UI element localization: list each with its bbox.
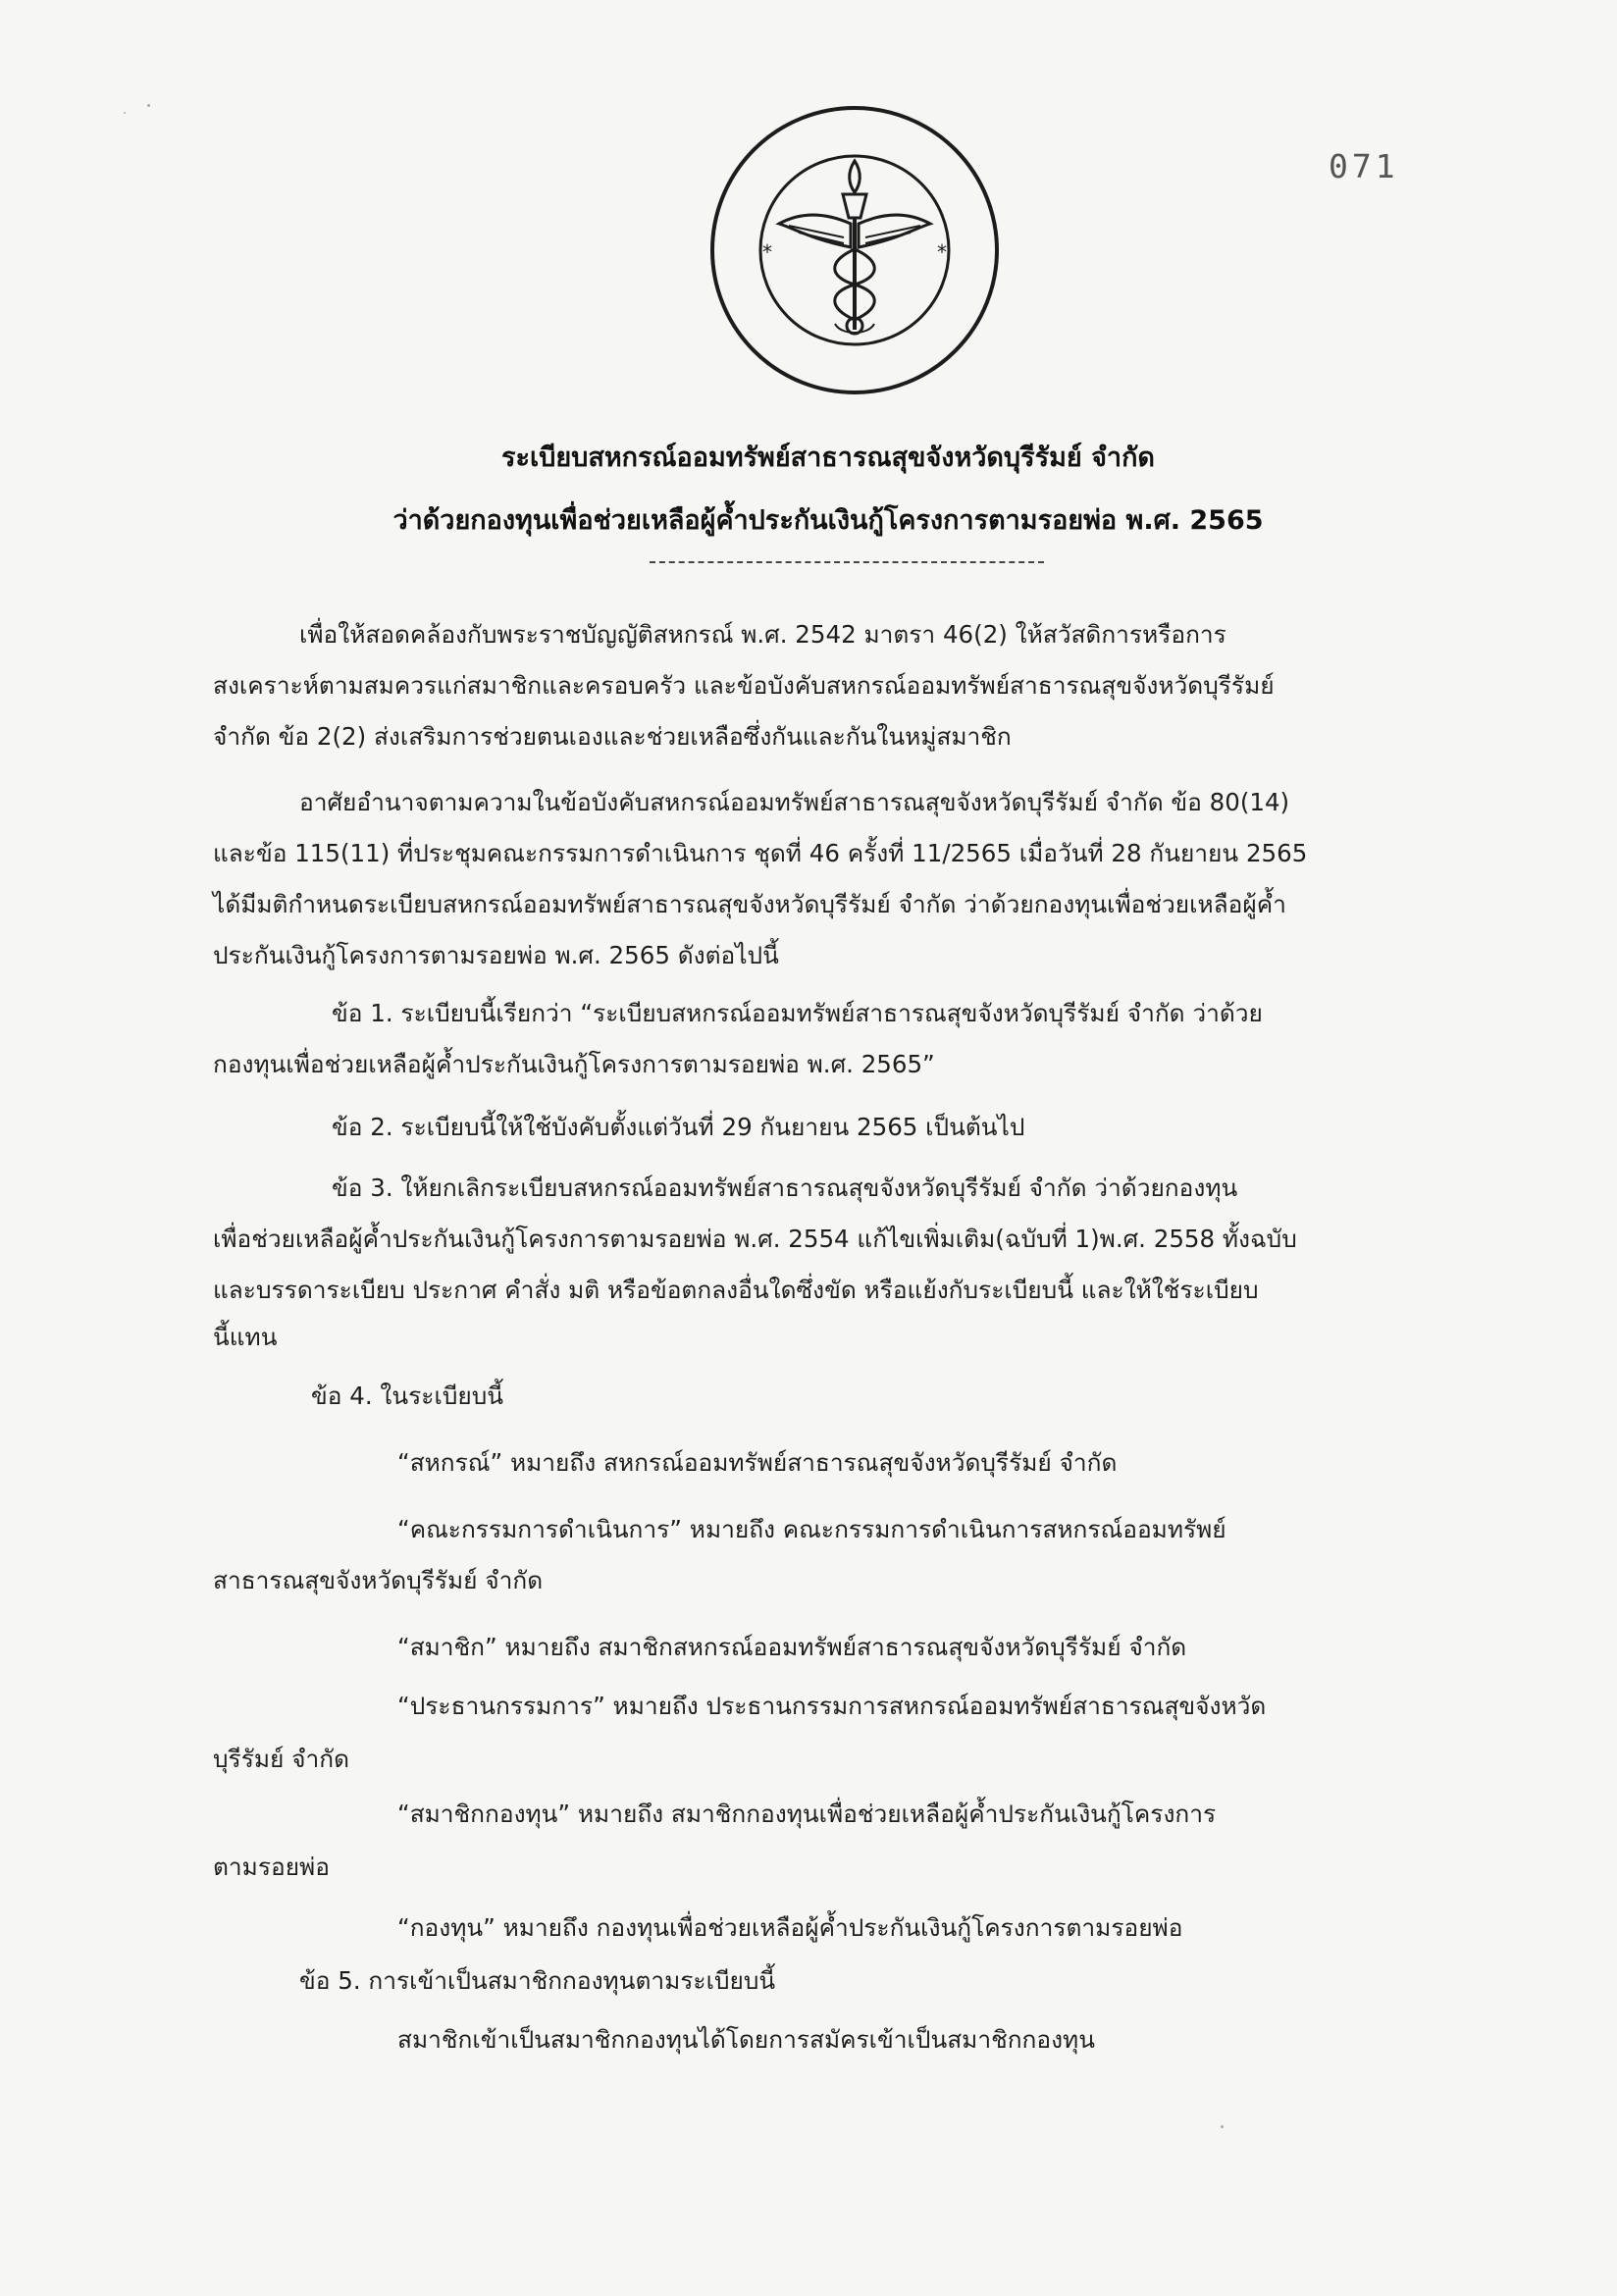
definition-line: “สมาชิกกองทุน” หมายถึง สมาชิกกองทุนเพื่อช่วยเหลือผู้ค้ำประกันเงินกู้โครงการ	[397, 1800, 1217, 1828]
clause-4-line: ข้อ 4. ในระเบียบนี้	[311, 1382, 504, 1410]
page-number-stamp: 071	[1329, 147, 1399, 185]
clause-5-line: สมาชิกเข้าเป็นสมาชิกกองทุนได้โดยการสมัครเข้าเป็นสมาชิกกองทุน	[397, 2025, 1095, 2054]
definition-line: “สมาชิก” หมายถึง สมาชิกสหกรณ์ออมทรัพย์สาธารณสุขจังหวัดบุรีรัมย์ จำกัด	[397, 1633, 1187, 1661]
svg-text:*: *	[937, 240, 947, 264]
definition-line: “ประธานกรรมการ” หมายถึง ประธานกรรมการสหกรณ์ออมทรัพย์สาธารณสุขจังหวัด	[397, 1692, 1267, 1720]
body-line: อาศัยอำนาจตามความในข้อบังคับสหกรณ์ออมทรัพย์สาธารณสุขจังหวัดบุรีรัมย์ จำกัด ข้อ 80(14)	[299, 788, 1290, 816]
cooperative-seal-logo	[706, 102, 1003, 398]
definition-line: ตามรอยพ่อ	[213, 1852, 330, 1881]
body-line: และข้อ 115(11) ที่ประชุมคณะกรรมการดำเนินการ ชุดที่ 46 ครั้งที่ 11/2565 เมื่อวันที่ 28 กันยายน 2565	[213, 839, 1308, 867]
clause-3-line: เพื่อช่วยเหลือผู้ค้ำประกันเงินกู้โครงการตามรอยพ่อ พ.ศ. 2554 แก้ไขเพิ่มเติม(ฉบับที่ 1)พ.ศ. 2558 ทั้งฉบับ	[213, 1225, 1297, 1253]
body-line: สงเคราะห์ตามสมควรแก่สมาชิกและครอบครัว และข้อบังคับสหกรณ์ออมทรัพย์สาธารณสุขจังหวัดบุรีรัมย์	[213, 671, 1275, 700]
clause-1-line: ข้อ 1. ระเบียบนี้เรียกว่า “ระเบียบสหกรณ์ออมทรัพย์สาธารณสุขจังหวัดบุรีรัมย์ จำกัด ว่าด้วย	[332, 999, 1263, 1027]
clause-3-line: นี้แทน	[213, 1323, 278, 1351]
scan-speck	[124, 112, 126, 114]
definition-line: “คณะกรรมการดำเนินการ” หมายถึง คณะกรรมการดำเนินการสหกรณ์ออมทรัพย์	[397, 1515, 1226, 1543]
title-divider	[650, 561, 1044, 563]
definition-line: สาธารณสุขจังหวัดบุรีรัมย์ จำกัด	[213, 1566, 544, 1594]
body-line: ประกันเงินกู้โครงการตามรอยพ่อ พ.ศ. 2565 ดังต่อไปนี้	[213, 941, 779, 969]
document-title: ระเบียบสหกรณ์ออมทรัพย์สาธารณสุขจังหวัดบุรีรัมย์ จำกัด	[501, 443, 1155, 473]
body-line: ได้มีมติกำหนดระเบียบสหกรณ์ออมทรัพย์สาธารณสุขจังหวัดบุรีรัมย์ จำกัด ว่าด้วยกองทุนเพื่อช่วยเหลือผู้ค้ำ	[213, 890, 1286, 918]
definition-line: บุรีรัมย์ จำกัด	[213, 1745, 350, 1773]
body-line: จำกัด ข้อ 2(2) ส่งเสริมการช่วยตนเองและช่วยเหลือซึ่งกันและกันในหมู่สมาชิก	[213, 722, 1012, 751]
clause-3-line: และบรรดาระเบียบ ประกาศ คำสั่ง มติ หรือข้อตกลงอื่นใดซึ่งขัด หรือแย้งกับระเบียบนี้ และให้ใช้ระเบียบ	[213, 1276, 1259, 1304]
scan-speck	[1221, 2125, 1224, 2128]
clause-3-line: ข้อ 3. ให้ยกเลิกระเบียบสหกรณ์ออมทรัพย์สาธารณสุขจังหวัดบุรีรัมย์ จำกัด ว่าด้วยกองทุน	[332, 1174, 1238, 1202]
body-line: เพื่อให้สอดคล้องกับพระราชบัญญัติสหกรณ์ พ.ศ. 2542 มาตรา 46(2) ให้สวัสดิการหรือการ	[299, 620, 1226, 649]
clause-1-line: กองทุนเพื่อช่วยเหลือผู้ค้ำประกันเงินกู้โครงการตามรอยพ่อ พ.ศ. 2565”	[213, 1050, 935, 1078]
clause-5-line: ข้อ 5. การเข้าเป็นสมาชิกกองทุนตามระเบียบนี้	[299, 1966, 776, 1995]
clause-2-line: ข้อ 2. ระเบียบนี้ให้ใช้บังคับตั้งแต่วันที่ 29 กันยายน 2565 เป็นต้นไป	[332, 1113, 1025, 1141]
definition-line: “กองทุน” หมายถึง กองทุนเพื่อช่วยเหลือผู้ค้ำประกันเงินกู้โครงการตามรอยพ่อ	[397, 1913, 1183, 1942]
scan-speck	[147, 104, 150, 107]
svg-text:*: *	[762, 240, 772, 264]
seal-emblem-icon	[706, 102, 1003, 398]
document-subtitle: ว่าด้วยกองทุนเพื่อช่วยเหลือผู้ค้ำประกันเงินกู้โครงการตามรอยพ่อ พ.ศ. 2565	[392, 505, 1264, 536]
definition-line: “สหกรณ์” หมายถึง สหกรณ์ออมทรัพย์สาธารณสุขจังหวัดบุรีรัมย์ จำกัด	[397, 1448, 1118, 1477]
